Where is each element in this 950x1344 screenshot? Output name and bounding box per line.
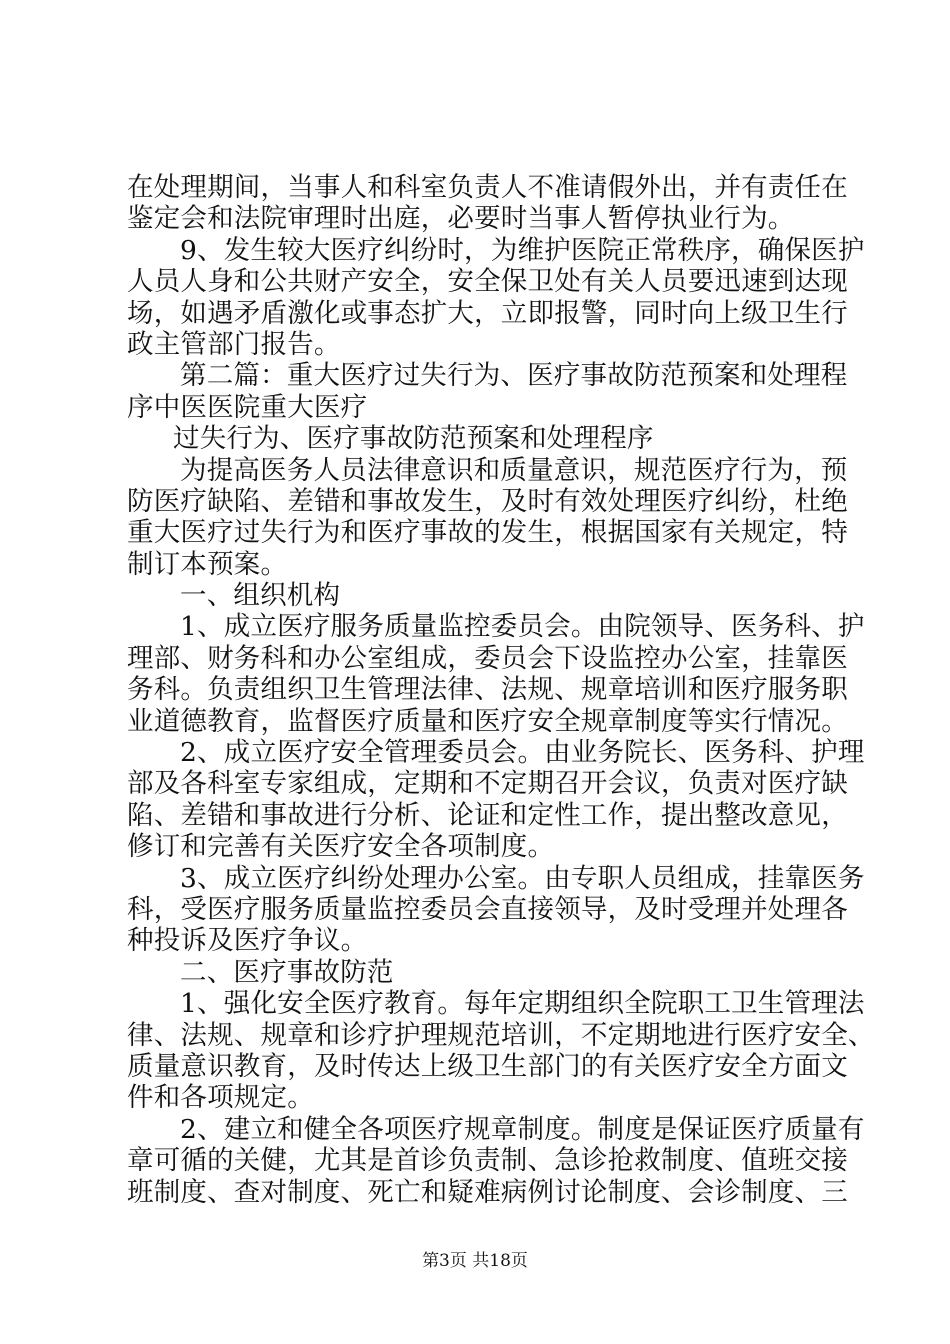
subsection-heading: 一、组织机构 (180, 580, 341, 612)
page-number-footer: 第3页 共18页 (422, 1251, 528, 1271)
text-line: 件和各项规定。 (127, 1082, 314, 1114)
text-line: 班制度、查对制度、死亡和疑难病例讨论制度、会诊制度、三 (127, 1176, 848, 1208)
text-line: 业道德教育，监督医疗质量和医疗安全规章制度等实行情况。 (127, 705, 848, 737)
text-line: 章可循的关健，尤其是首诊负责制、急诊抢救制度、值班交接 (127, 1145, 848, 1177)
section-heading: 第二篇：重大医疗过失行为、医疗事故防范预案和处理程 (180, 360, 848, 392)
subsection-heading: 二、医疗事故防范 (180, 956, 394, 988)
section-heading: 序中医医院重大医疗 (127, 391, 368, 423)
text-line: 制订本预案。 (127, 548, 288, 580)
text-line: 质量意识教育，及时传达上级卫生部门的有关医疗安全方面文 (127, 1050, 848, 1082)
text-line: 科，受医疗服务质量监控委员会直接领导，及时受理并处理各 (127, 893, 848, 925)
text-line: 鉴定会和法院审理时出庭，必要时当事人暂停执业行为。 (127, 203, 795, 235)
text-line: 部及各科室专家组成，定期和不定期召开会议，负责对医疗缺 (127, 768, 848, 800)
text-line: 9、发生较大医疗纠纷时，为维护医院正常秩序，确保医护 (180, 234, 865, 266)
text-line: 3、成立医疗纠纷处理办公室。由专职人员组成，挂靠医务 (180, 862, 865, 894)
text-line: 务科。负责组织卫生管理法律、法规、规章培训和医疗服务职 (127, 674, 848, 706)
text-line: 在处理期间，当事人和科室负责人不准请假外出，并有责任在 (127, 172, 848, 203)
text-line: 场，如遇矛盾激化或事态扩大，立即报警，同时向上级卫生行 (127, 297, 848, 329)
text-line: 为提高医务人员法律意识和质量意识，规范医疗行为，预 (180, 454, 848, 486)
text-line: 种投诉及医疗争议。 (127, 925, 368, 957)
text-line: 1、成立医疗服务质量监控委员会。由院领导、医务科、护 (180, 611, 865, 643)
text-line: 2、成立医疗安全管理委员会。由业务院长、医务科、护理 (180, 737, 865, 769)
text-line: 人员人身和公共财产安全，安全保卫处有关人员要迅速到达现 (127, 266, 848, 298)
text-line: 修订和完善有关医疗安全各项制度。 (127, 831, 555, 863)
text-line: 政主管部门报告。 (127, 328, 341, 360)
text-line: 重大医疗过失行为和医疗事故的发生，根据国家有关规定，特 (127, 517, 848, 549)
document-body (127, 172, 875, 1208)
section-heading: 过失行为、医疗事故防范预案和处理程序 (173, 423, 654, 455)
text-line: 1、强化安全医疗教育。每年定期组织全院职工卫生管理法 (180, 988, 865, 1020)
text-line: 防医疗缺陷、差错和事故发生，及时有效处理医疗纠纷，杜绝 (127, 485, 848, 517)
text-line: 陷、差错和事故进行分析、论证和定性工作，提出整改意见， (127, 799, 848, 831)
text-line: 律、法规、规章和诊疗护理规范培训，不定期地进行医疗安全、 (127, 1019, 875, 1051)
text-line: 理部、财务科和办公室组成，委员会下设监控办公室，挂靠医 (127, 642, 848, 674)
text-line: 2、建立和健全各项医疗规章制度。制度是保证医疗质量有 (180, 1113, 865, 1145)
